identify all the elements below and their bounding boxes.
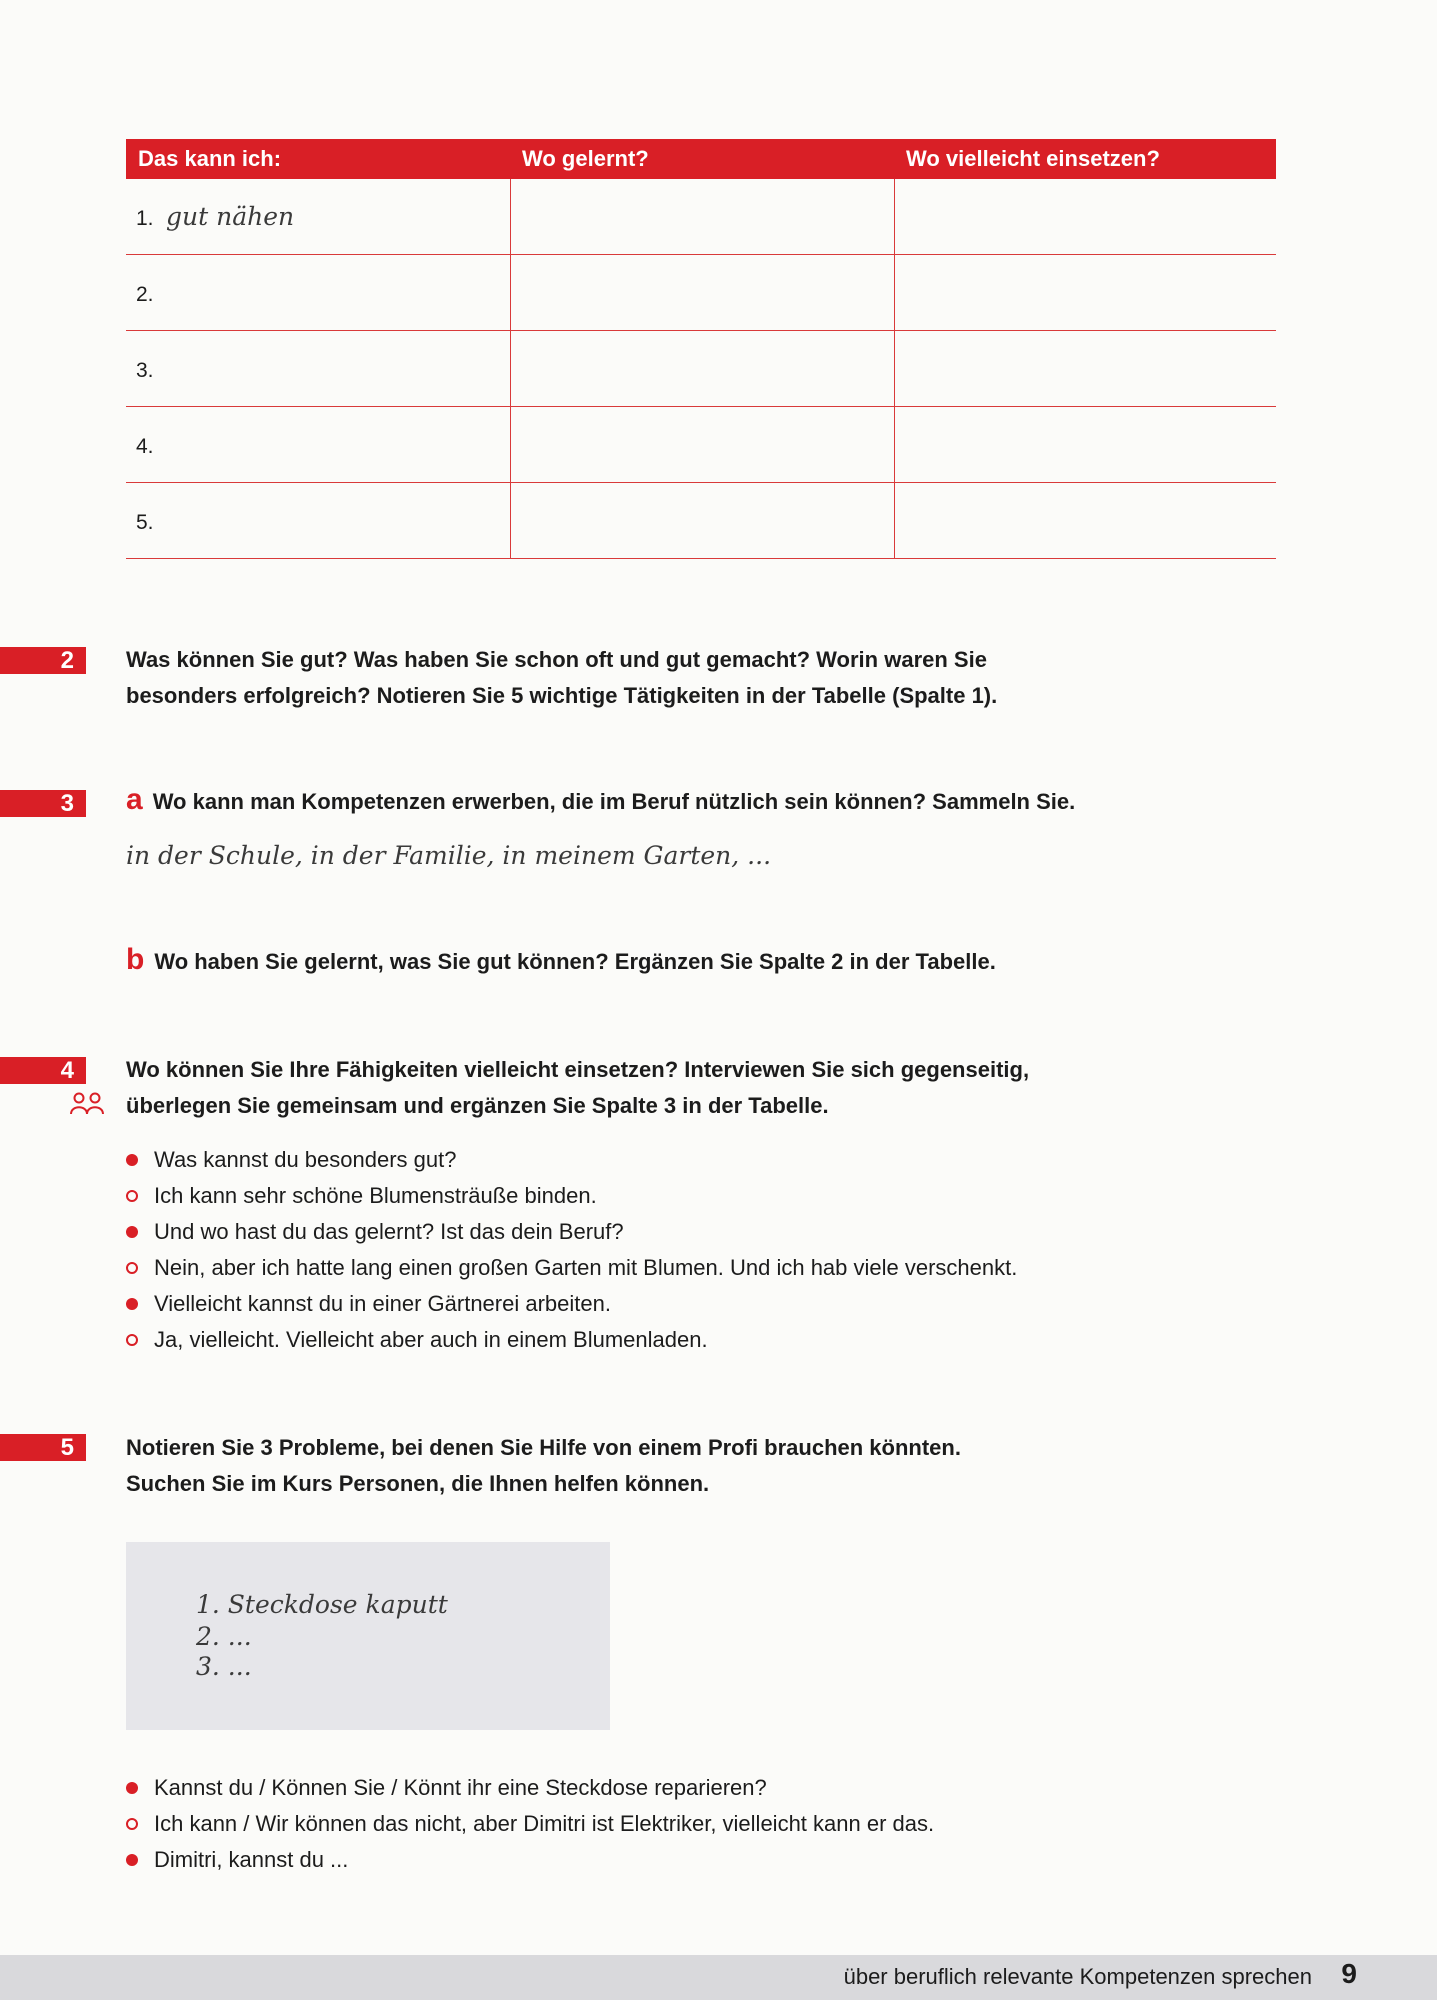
- instruction-line: Wo haben Sie gelernt, was Sie gut können? Ergänzen Sie Spalte 2 in der Tabelle.: [154, 949, 996, 974]
- speaker-a-bullet-icon: [126, 1226, 138, 1238]
- task-3b-instruction: [126, 942, 1166, 980]
- handwritten-note: 2. ...: [196, 1622, 252, 1651]
- task-3a-answer: in der Schule, in der Familie, in meinem Garten, ...: [126, 841, 772, 870]
- speaker-a-bullet-icon: [126, 1298, 138, 1310]
- speaker-b-bullet-icon: [126, 1818, 138, 1830]
- partner-work-icon: [70, 1092, 104, 1116]
- instruction-line: Wo können Sie Ihre Fähigkeiten vielleicht einsetzen? Interviewen Sie sich gegenseitig,: [126, 1057, 1030, 1082]
- speaker-a-bullet-icon: [126, 1854, 138, 1866]
- speaker-a-bullet-icon: [126, 1154, 138, 1166]
- instruction-line: überlegen Sie gemeinsam und ergänzen Sie Spalte 3 in der Tabelle.: [126, 1093, 829, 1118]
- table-cell[interactable]: [894, 407, 1276, 483]
- table-cell[interactable]: [126, 179, 510, 255]
- footer-topic: über beruflich relevante Kompetenzen sprechen: [843, 1964, 1312, 1989]
- table-cell[interactable]: [894, 331, 1276, 407]
- task-number-badge: 3: [0, 790, 86, 817]
- table-cell[interactable]: [894, 255, 1276, 331]
- row-number: 3.: [136, 359, 154, 382]
- table-cell[interactable]: [510, 483, 894, 559]
- table-cell[interactable]: [510, 331, 894, 407]
- table-cell[interactable]: [126, 331, 510, 407]
- column-header: Wo vielleicht einsetzen?: [894, 139, 1276, 179]
- speaker-b-bullet-icon: [126, 1334, 138, 1346]
- dialog-line: Und wo hast du das gelernt? Ist das dein Beruf?: [126, 1214, 624, 1250]
- row-number: 5.: [136, 511, 154, 534]
- row-number: 1.: [136, 207, 154, 230]
- table-cell[interactable]: [894, 483, 1276, 559]
- table-cell[interactable]: [126, 255, 510, 331]
- dialog-line: Ja, vielleicht. Vielleicht aber auch in einem Blumenladen.: [126, 1322, 708, 1358]
- task-number-badge: 4: [0, 1057, 86, 1084]
- handwritten-note: 3. ...: [196, 1652, 252, 1681]
- page-number: 9: [1341, 1958, 1357, 1989]
- sub-task-letter: a: [126, 783, 143, 816]
- speaker-a-bullet-icon: [126, 1782, 138, 1794]
- task-4-instruction: [126, 1052, 1166, 1124]
- speaker-b-bullet-icon: [126, 1190, 138, 1202]
- sub-task-letter: b: [126, 943, 145, 976]
- task-3a-instruction: [126, 782, 1166, 820]
- table-row: [126, 407, 1276, 483]
- column-header: Wo gelernt?: [510, 139, 894, 179]
- table-row: [126, 179, 1276, 255]
- table-row: [126, 255, 1276, 331]
- row-number: 4.: [136, 435, 154, 458]
- skills-table: [126, 139, 1276, 559]
- row-number: 2.: [136, 283, 154, 306]
- dialog-line: Kannst du / Können Sie / Könnt ihr eine Steckdose reparieren?: [126, 1770, 767, 1806]
- dialog-line: Ich kann sehr schöne Blumensträuße binden.: [126, 1178, 597, 1214]
- instruction-line: Suchen Sie im Kurs Personen, die Ihnen helfen können.: [126, 1471, 710, 1496]
- instruction-line: besonders erfolgreich? Notieren Sie 5 wichtige Tätigkeiten in der Tabelle (Spalte 1).: [126, 683, 998, 708]
- table-cell[interactable]: [510, 179, 894, 255]
- task-number-badge: 5: [0, 1434, 86, 1461]
- instruction-line: Wo kann man Kompetenzen erwerben, die im Beruf nützlich sein können? Sammeln Sie.: [152, 789, 1076, 814]
- table-cell[interactable]: [510, 255, 894, 331]
- task-number-badge: 2: [0, 647, 86, 674]
- dialog-line: Was kannst du besonders gut?: [126, 1142, 456, 1178]
- task-5-instruction: [126, 1430, 1166, 1502]
- column-header: Das kann ich:: [126, 139, 510, 179]
- instruction-line: Notieren Sie 3 Probleme, bei denen Sie Hilfe von einem Profi brauchen könnten.: [126, 1435, 961, 1460]
- speaker-b-bullet-icon: [126, 1262, 138, 1274]
- table-cell[interactable]: [126, 407, 510, 483]
- table-row: [126, 483, 1276, 559]
- handwritten-entry: gut nähen: [166, 202, 295, 231]
- handwritten-note: 1. Steckdose kaputt: [196, 1590, 448, 1619]
- dialog-line: Nein, aber ich hatte lang einen großen Garten mit Blumen. Und ich hab viele verschenkt.: [126, 1250, 1017, 1286]
- dialog-line: Ich kann / Wir können das nicht, aber Dimitri ist Elektriker, vielleicht kann er das.: [126, 1806, 934, 1842]
- table-cell[interactable]: [894, 179, 1276, 255]
- task-2-instruction: [126, 642, 1166, 714]
- table-cell[interactable]: [510, 407, 894, 483]
- dialog-line: Dimitri, kannst du ...: [126, 1842, 348, 1878]
- table-header-row: [126, 139, 1276, 179]
- dialog-line: Vielleicht kannst du in einer Gärtnerei arbeiten.: [126, 1286, 611, 1322]
- notes-box: [126, 1542, 610, 1730]
- table-cell[interactable]: [126, 483, 510, 559]
- table-row: [126, 331, 1276, 407]
- instruction-line: Was können Sie gut? Was haben Sie schon oft und gut gemacht? Worin waren Sie: [126, 647, 987, 672]
